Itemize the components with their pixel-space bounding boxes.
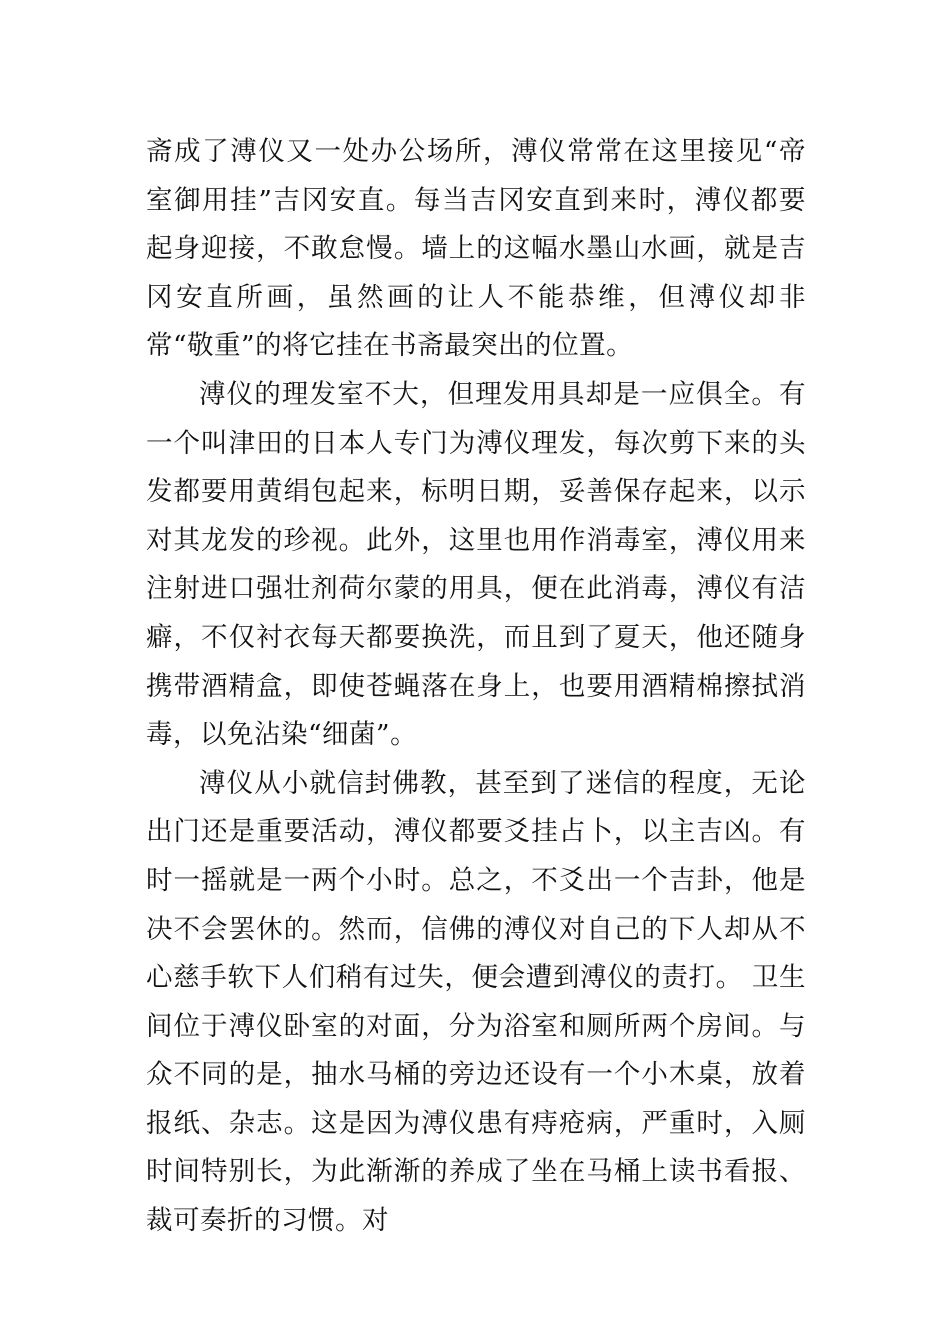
paragraph-1: 斋成了溥仪又一处办公场所，溥仪常常在这里接见“帝室御用挂”吉冈安直。每当吉冈安直到来时，溥仪都要起身迎接，不敢怠慢。墙上的这幅水墨山水画，就是吉冈安直所画，虽然画的让人不能恭维，但溥仪却非常“敬重”的将它挂在书斋最突出的位置。 — [146, 136, 806, 362]
paragraph-2: 溥仪的理发室不大，但理发用具却是一应俱全。有一个叫津田的日本人专门为溥仪理发，每次剪下来的头发都要用黄绢包起来，标明日期，妥善保存起来，以示对其龙发的珍视。此外，这里也用作消毒室，溥仪用来注射进口强壮剂荷尔蒙的用具，便在此消毒，溥仪有洁癖，不仅衬衣每天都要换洗，而且到了夏天，他还随身携带酒精盒，即使苍蝇落在身上，也要用酒精棉擦拭消毒，以免沾染“细菌”。 — [146, 378, 806, 751]
paragraph-3: 溥仪从小就信封佛教，甚至到了迷信的程度，无论出门还是重要活动，溥仪都要爻挂占卜，以主吉凶。有时一摇就是一两个小时。总之，不爻出一个吉卦，他是决不会罢休的。然而，信佛的溥仪对自己的下人却从不心慈手软下人们稍有过失，便会遭到溥仪的责打。 卫生间位于溥仪卧室的对面，分为浴室和厕所两个房间。与众不同的是，抽水马桶的旁边还设有一个小木桌，放着报纸、杂志。这是因为溥仪患有痔疮病，严重时，入厕时间特别长，为此渐渐的养成了坐在马桶上读书看报、裁可奏折的习惯。对 — [146, 767, 806, 1237]
body-text — [146, 128, 806, 1246]
